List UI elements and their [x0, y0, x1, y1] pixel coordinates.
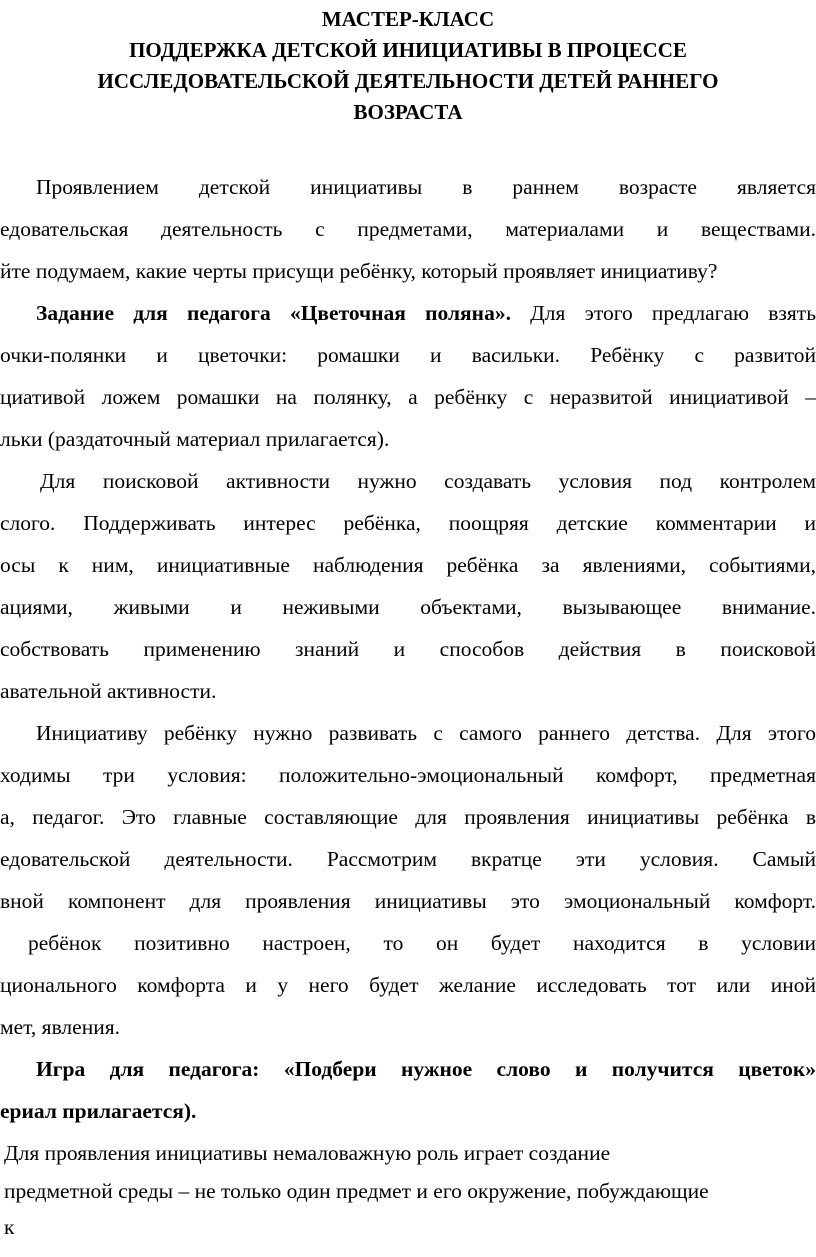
- title-line-2: ПОДДЕРЖКА ДЕТСКОЙ ИНИЦИАТИВЫ В ПРОЦЕССЕ: [129, 38, 687, 62]
- title-line-1: МАСТЕР-КЛАСС: [321, 7, 495, 31]
- document-title: [0, 4, 816, 128]
- p6-line-2: предметной среды – не только один предмет и его окружение, побуждающие: [4, 1179, 709, 1203]
- p2-line-3: циативой ложем ромашки на полянку, а ребёнку с неразвитой инициативой –: [0, 385, 816, 409]
- p4-line-5: вной компонент для проявления инициативы это эмоциональный комфорт.: [0, 889, 816, 913]
- p4-line-6: ребёнок позитивно настроен, то он будет находится в условии: [28, 931, 816, 955]
- p5-line-2: ериал прилагается).: [0, 1099, 197, 1123]
- p4-line-8: мет, явления.: [0, 1015, 120, 1039]
- p2-line-2: очки-полянки и цветочки: ромашки и васильки. Ребёнку с развитой: [0, 343, 816, 367]
- p6-line-3: к: [4, 1215, 15, 1239]
- p4-line-2: ходимы три условия: положительно-эмоциональный комфорт, предметная: [0, 763, 816, 787]
- p4-line-3: а, педагог. Это главные составляющие для проявления инициативы ребёнка в: [0, 805, 816, 829]
- p6-line-1: Для проявления инициативы немаловажную роль играет создание: [4, 1141, 611, 1165]
- p4-line-1: Инициативу ребёнку нужно развивать с самого раннего детства. Для этого: [36, 721, 816, 745]
- p4-line-4: едовательской деятельности. Рассмотрим вкратце эти условия. Самый: [0, 847, 816, 871]
- p1-line-2: едовательская деятельность с предметами, материалами и веществами.: [0, 217, 816, 241]
- p3-line-1: Для поисковой активности нужно создавать условия под контролем: [40, 469, 816, 493]
- title-line-4: ВОЗРАСТА: [353, 100, 463, 124]
- p2-line-1: [36, 300, 816, 326]
- p5-line-1: Игра для педагога: «Подбери нужное слово и получится цветок»: [36, 1057, 816, 1081]
- p3-line-2: слого. Поддерживать интерес ребёнка, поощряя детские комментарии и: [0, 511, 816, 535]
- p3-line-4: ациями, живыми и неживыми объектами, вызывающее внимание.: [0, 595, 816, 619]
- p1-line-1: Проявлением детской инициативы в раннем возрасте является: [36, 175, 816, 199]
- title-line-3: ИССЛЕДОВАТЕЛЬСКОЙ ДЕЯТЕЛЬНОСТИ ДЕТЕЙ РАННЕГО: [97, 69, 719, 93]
- p3-line-5: собствовать применению знаний и способов действия в поисковой: [0, 637, 816, 661]
- p1-line-3: йте подумаем, какие черты присущи ребёнку, который проявляет инициативу?: [0, 259, 718, 283]
- p2-line-4: льки (раздаточный материал прилагается).: [0, 427, 390, 451]
- p2-line-1-rest: Для этого предлагаю взять: [510, 301, 816, 325]
- p4-line-7: ционального комфорта и у него будет желание исследовать тот или иной: [0, 973, 816, 997]
- p3-line-3: осы к ним, инициативные наблюдения ребёнка за явлениями, событиями,: [0, 553, 816, 577]
- p3-line-6: авательной активности.: [0, 679, 217, 703]
- p2-bold-lead: Задание для педагога «Цветочная поляна».: [36, 301, 511, 325]
